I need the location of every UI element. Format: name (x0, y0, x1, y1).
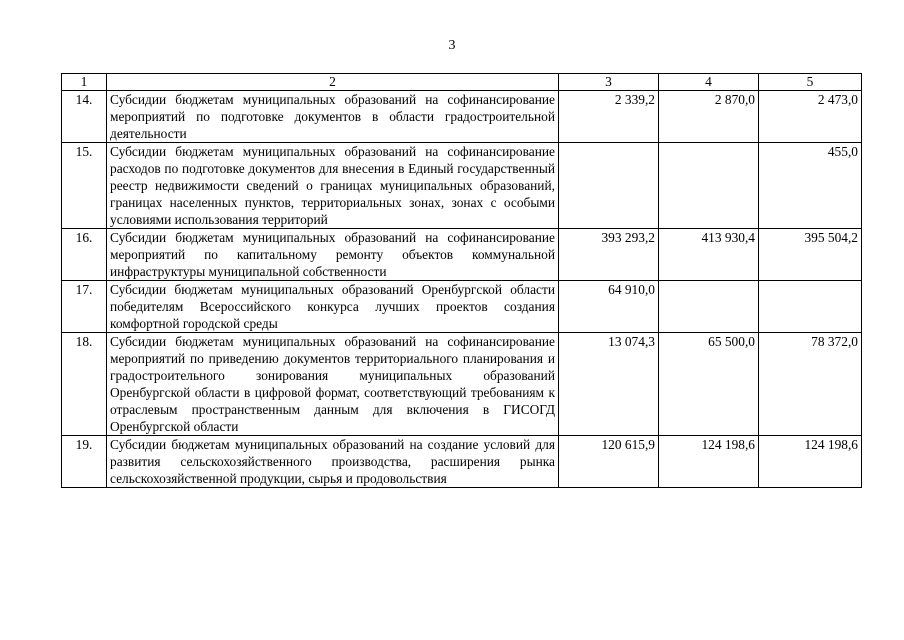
row-number: 18. (62, 333, 107, 436)
column-header-4: 4 (659, 74, 759, 91)
column-header-2: 2 (107, 74, 559, 91)
column-header-1: 1 (62, 74, 107, 91)
column-header-5: 5 (759, 74, 862, 91)
row-value-col5 (759, 281, 862, 333)
row-description: Субсидии бюджетам муниципальных образований Оренбургской области победителям Всероссийского конкурса лучших проектов создания комфортной городской среды (107, 281, 559, 333)
row-value-col3: 120 615,9 (559, 436, 659, 488)
row-value-col4: 65 500,0 (659, 333, 759, 436)
row-description: Субсидии бюджетам муниципальных образований на создание условий для развития сельскохозяйственного производства, расширения рынка сельскохозяйственной продукции, сырья и продовольствия (107, 436, 559, 488)
row-value-col4: 2 870,0 (659, 91, 759, 143)
row-value-col3: 13 074,3 (559, 333, 659, 436)
row-value-col4: 413 930,4 (659, 229, 759, 281)
row-value-col4 (659, 143, 759, 229)
column-header-3: 3 (559, 74, 659, 91)
subsidies-table (61, 73, 862, 488)
row-value-col5: 78 372,0 (759, 333, 862, 436)
table-row (62, 229, 862, 281)
row-value-col3 (559, 143, 659, 229)
row-value-col5: 455,0 (759, 143, 862, 229)
row-number: 14. (62, 91, 107, 143)
row-description: Субсидии бюджетам муниципальных образований на софинансирование мероприятий по капитальному ремонту объектов коммунальной инфраструктуры муниципальной собственности (107, 229, 559, 281)
row-value-col4 (659, 281, 759, 333)
row-number: 16. (62, 229, 107, 281)
row-value-col5: 395 504,2 (759, 229, 862, 281)
row-number: 17. (62, 281, 107, 333)
page-number: 3 (448, 38, 456, 53)
row-description: Субсидии бюджетам муниципальных образований на софинансирование расходов по подготовке документов для внесения в Единый государственный реестр недвижимости сведений о границах муниципальных образований, границах населенных пунктов, территориальных зонах, зонах с особыми условиями использования территорий (107, 143, 559, 229)
table-row (62, 281, 862, 333)
row-description: Субсидии бюджетам муниципальных образований на софинансирование мероприятий по приведению документов территориального планирования и градостроительного зонирования муниципальных образований Оренбургской области в цифровой формат, соответствующий требованиям к отраслевым пространственным данным для включения в ГИСОГД Оренбургской области (107, 333, 559, 436)
table-row (62, 91, 862, 143)
row-value-col5: 124 198,6 (759, 436, 862, 488)
row-number: 19. (62, 436, 107, 488)
table-row (62, 436, 862, 488)
row-value-col3: 393 293,2 (559, 229, 659, 281)
table-row (62, 333, 862, 436)
row-number: 15. (62, 143, 107, 229)
column-number-header-row (62, 74, 862, 91)
row-value-col3: 64 910,0 (559, 281, 659, 333)
row-value-col3: 2 339,2 (559, 91, 659, 143)
table-row (62, 143, 862, 229)
row-value-col5: 2 473,0 (759, 91, 862, 143)
row-description: Субсидии бюджетам муниципальных образований на софинансирование мероприятий по подготовке документов в области градостроительной деятельности (107, 91, 559, 143)
row-value-col4: 124 198,6 (659, 436, 759, 488)
